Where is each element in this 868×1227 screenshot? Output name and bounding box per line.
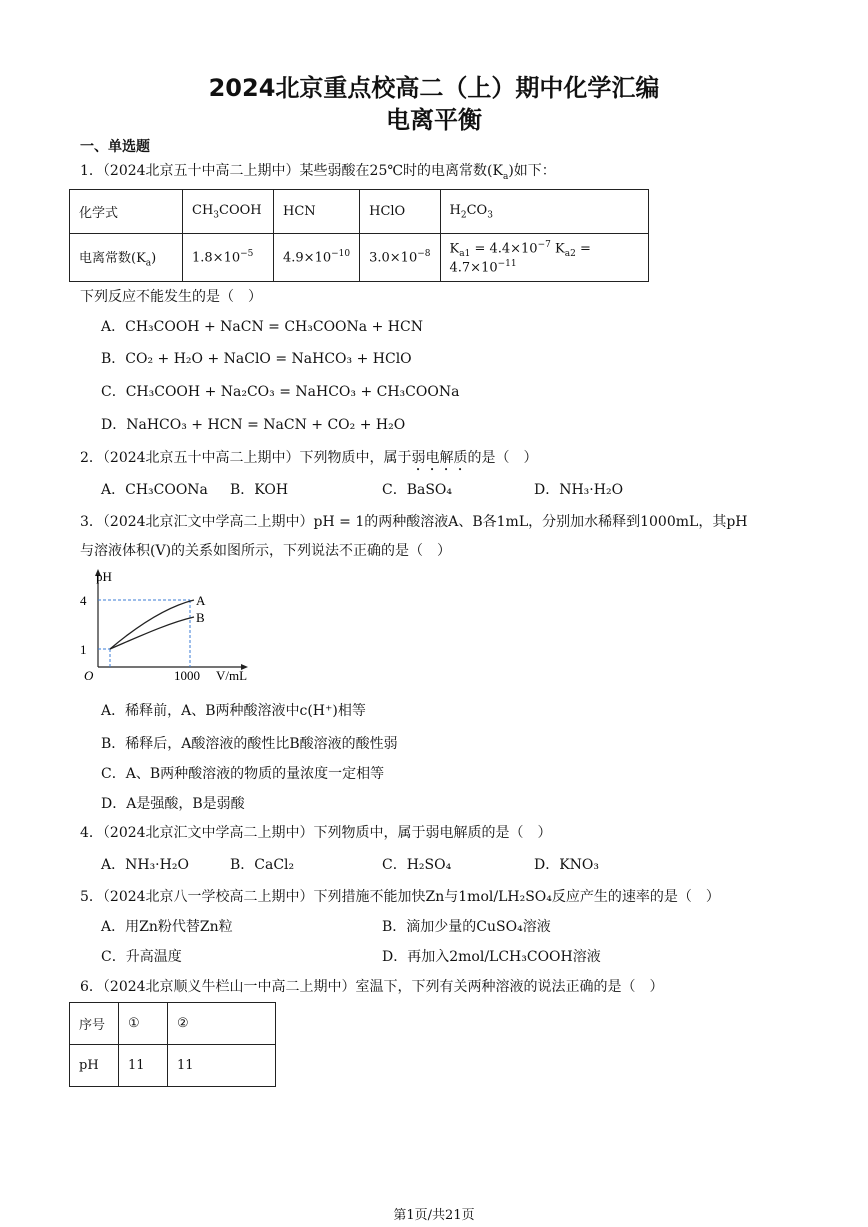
table-cell: HCN [274,190,360,234]
table-cell: pH [70,1045,119,1087]
question-3-stem-line1: 3．（2024北京汇文中学高二上期中）pH = 1的两种酸溶液A、B各1mL，分别加水稀释到1000mL，其pH [80,514,748,530]
option-a: A．用Zn粉代替Zn粒 [101,919,233,935]
question-6-table [69,1002,276,1087]
table-cell: $4.9\times 10^{-10}$ [274,234,360,282]
section-heading: 一、单选题 [80,139,150,155]
option-b: B．KOH [230,482,289,498]
table-cell: $3.0\times 10^{-8}$ [360,234,440,282]
option-a: A．稀释前，A、B两种酸溶液中c(H⁺)相等 [101,703,366,719]
question-5-stem: 5．（2024北京八一学校高二上期中）下列措施不能加快Zn与1mol/LH₂SO₄反应产生的速率的是（ ） [80,889,720,905]
table-cell: 化学式 [70,190,183,234]
curve-b [110,617,194,649]
option-a: A．NH₃·H₂O [101,857,189,873]
table-cell: 序号 [70,1003,119,1045]
option-b: B．滴加少量的CuSO₄溶液 [382,919,551,935]
table-cell: HClO [360,190,440,234]
option-a: A．CH₃COONa [101,482,208,498]
question-6-stem: 6．（2024北京顺义牛栏山一中高二上期中）室温下，下列有关两种溶液的说法正确的是（ ） [80,979,664,995]
ph-volume-graph [76,565,256,683]
table-cell: ② [168,1003,276,1045]
y-axis-label: pH [96,569,112,584]
curve-a-label: A [196,593,206,608]
y-tick-1: 1 [80,642,87,657]
page-footer: 第1页/共21页 [393,1208,475,1223]
option-b: B．稀释后，A酸溶液的酸性比B酸溶液的酸性弱 [101,736,398,752]
option-d: D．再加入2mol/LCH₃COOH溶液 [382,949,601,965]
table-cell: 11 [119,1045,168,1087]
table-cell: $H_2CO_3$ [440,190,649,234]
page-subtitle: 电离平衡 [386,106,482,134]
question-1-stem: 1．（2024北京五十中高二上期中）某些弱酸在25℃时的电离常数$(K_a)$如下： [80,163,556,182]
option-a: A．CH₃COOH + NaCN = CH₃COONa + HCN [101,319,423,335]
option-b: B．CO₂ + H₂O + NaClO = NaHCO₃ + HClO [101,351,412,367]
table-cell: $CH_3COOH$ [183,190,274,234]
option-d: D．A是强酸，B是弱酸 [101,796,245,812]
curve-b-label: B [196,610,205,625]
table-cell: ① [119,1003,168,1045]
x-tick-1000: 1000 [174,668,200,683]
question-2-stem: 2．（2024北京五十中高二上期中）下列物质中，属于弱电解质的是（ ） [80,450,538,466]
table-cell: $1.8\times 10^{-5}$ [183,234,274,282]
option-c: C．A、B两种酸溶液的物质的量浓度一定相等 [101,766,385,782]
curve-a [110,600,194,649]
option-c: C．H₂SO₄ [382,857,452,873]
y-tick-4: 4 [80,593,87,608]
question-3-stem-line2: 与溶液体积(V)的关系如图所示，下列说法不正确的是（ ） [80,543,452,559]
page-title: 2024北京重点校高二（上）期中化学汇编 [208,74,660,102]
table-cell: $K_{a1} = 4.4\times 10^{-7}$ $K_{a2} = 4.7\times 10^{-11}$ [440,234,649,282]
question-1-table [69,189,649,282]
option-c: C．CH₃COOH + Na₂CO₃ = NaHCO₃ + CH₃COONa [101,384,460,400]
x-axis-label: V/mL [216,668,248,683]
option-c: C．BaSO₄ [382,482,453,498]
option-d: D．NaHCO₃ + HCN = NaCN + CO₂ + H₂O [101,417,406,433]
option-b: B．CaCl₂ [230,857,295,873]
option-d: D．NH₃·H₂O [534,482,624,498]
question-4-stem: 4．（2024北京汇文中学高二上期中）下列物质中，属于弱电解质的是（ ） [80,825,552,841]
origin-label: O [84,668,94,683]
table-cell: 电离常数$(K_a)$ [70,234,183,282]
question-1-prompt: 下列反应不能发生的是（ ） [80,289,262,305]
option-d: D．KNO₃ [534,857,600,873]
option-c: C．升高温度 [101,949,182,965]
table-cell: 11 [168,1045,276,1087]
